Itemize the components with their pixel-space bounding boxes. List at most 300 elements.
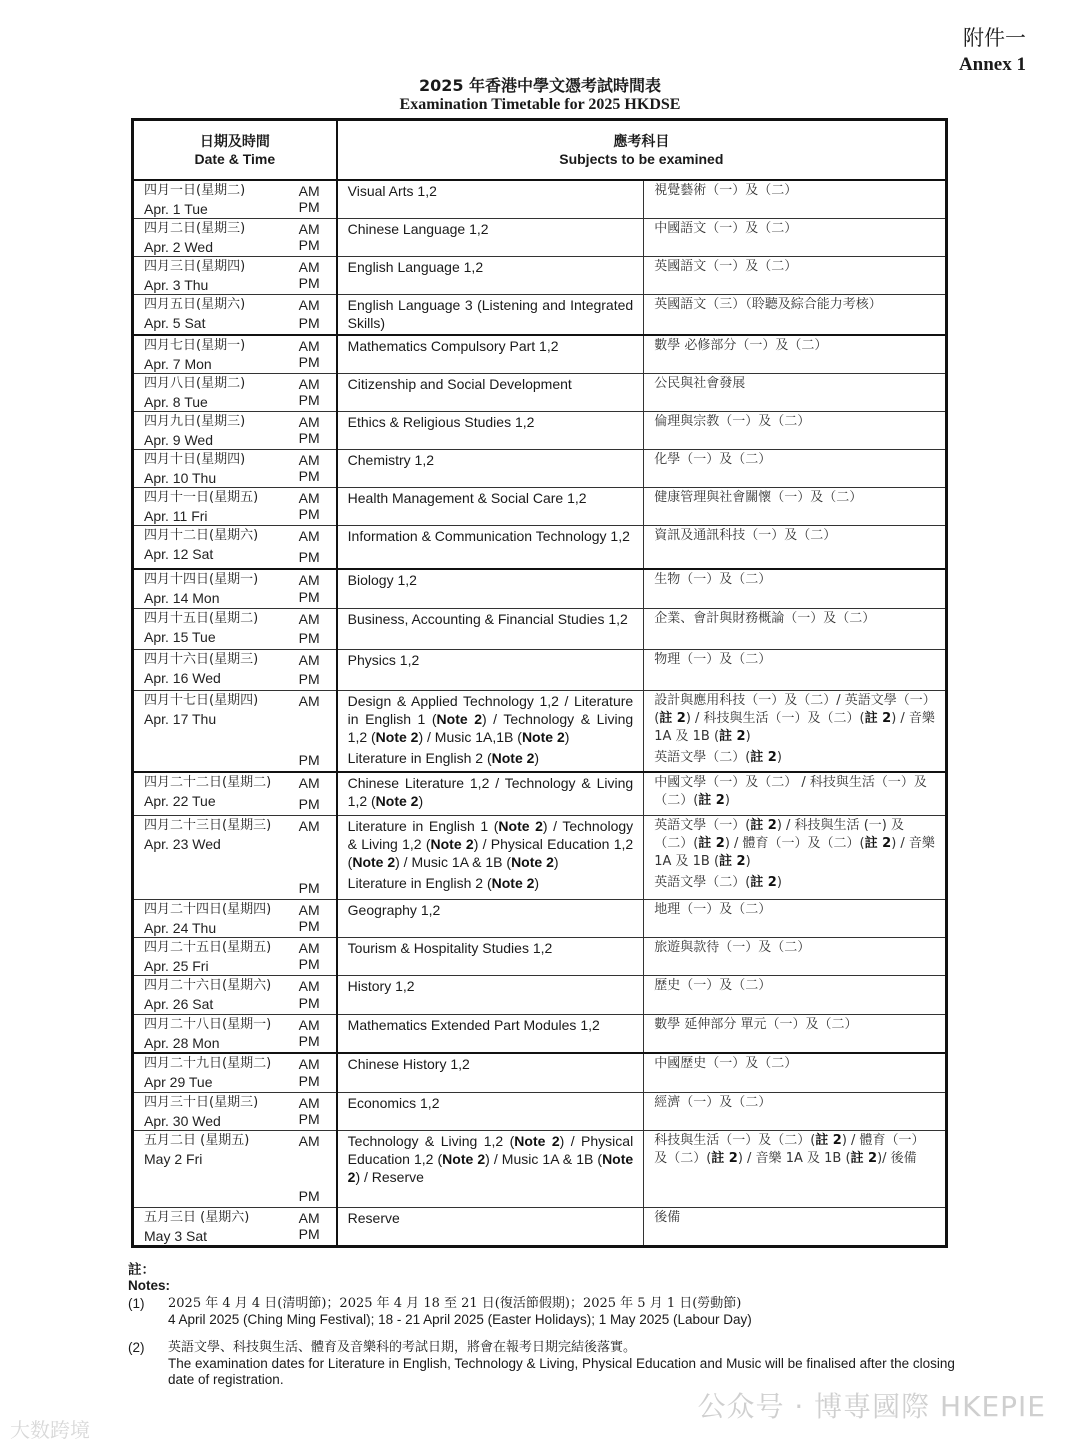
subject-en-pm [338, 873, 644, 894]
session-pm: PM [298, 1032, 320, 1049]
subject-zh: 中國語文（一）及（二） [654, 220, 798, 236]
subject-text: 設計與應用科技（一）及（二）/ 英語文學（一）( [654, 692, 930, 726]
date-en: Apr. 15 Tue [144, 628, 216, 645]
subject-zh-cell [644, 608, 947, 649]
table-row [133, 1053, 947, 1093]
subject-en-cell [337, 1208, 644, 1247]
note-ref: 註 2 [850, 1151, 878, 1166]
table-row [133, 1208, 947, 1247]
date-en: Apr. 17 Thu [144, 710, 217, 727]
session-am: AM [298, 692, 320, 709]
date-zh: 四月二十四日(星期四) [144, 901, 272, 917]
subject-text: Literature in English 1 ( [347, 817, 499, 834]
subject-zh: 企業、會計與財務概論（一）及（二） [654, 610, 876, 626]
table-row [133, 608, 947, 649]
session-pm: PM [298, 955, 320, 972]
session-pm: PM [298, 391, 320, 408]
session-am: AM [298, 651, 320, 668]
date-en: Apr. 9 Wed [144, 431, 214, 448]
subject-en-cell [337, 1131, 644, 1208]
note-ref: Note 2 [430, 835, 474, 852]
subject-zh [644, 691, 945, 748]
date-zh: 四月一日(星期二) [144, 182, 246, 198]
date-cell [133, 335, 337, 374]
date-cell [133, 608, 337, 649]
date-en: May 2 Fri [144, 1151, 203, 1167]
table-row [133, 815, 947, 899]
subject-zh [644, 773, 945, 812]
subject-zh-cell [644, 772, 947, 815]
table-row [133, 1014, 947, 1053]
subject-en-cell [337, 218, 644, 256]
date-cell [133, 1014, 337, 1053]
subject-en-cell [337, 487, 644, 525]
date-zh: 四月十四日(星期一) [144, 572, 259, 587]
session-am: AM [298, 901, 320, 918]
note-1 [128, 1296, 958, 1328]
subject-text: ) / Technology & Living 1,2 ( [347, 710, 634, 745]
session-pm: PM [298, 274, 320, 291]
subject-en: Chinese Language 1,2 [347, 220, 489, 237]
note-ref: 註 2 [750, 749, 777, 765]
subject-en-pm [338, 748, 644, 769]
subject-zh: 中國歷史（一）及（二） [654, 1055, 798, 1071]
note-ref: 註 2 [864, 835, 892, 851]
note-ref: 註 2 [719, 853, 746, 869]
header-date-zh: 日期及時間 [199, 132, 270, 149]
subject-en-cell [337, 899, 644, 937]
subject-text: ) / Music 1A,1B ( [418, 728, 522, 745]
note-ref: 註 2 [750, 874, 777, 890]
session-am: AM [298, 1133, 320, 1149]
session-pm: PM [298, 629, 320, 646]
notes-heading-en: Notes: [128, 1278, 171, 1293]
date-block [134, 816, 336, 853]
date-en: Apr. 2 Wed [144, 238, 214, 255]
note-ref: 註 2 [719, 728, 746, 744]
session-am: AM [298, 572, 320, 588]
subject-zh-cell [644, 180, 947, 219]
subject-zh-cell [644, 411, 947, 449]
subject-en: Citizenship and Social Development [347, 375, 572, 392]
note-2-en: The examination dates for Literature in English, Technology & Living, Physical Education and Music will be finalised after the closing date of registration. [168, 1356, 955, 1387]
subject-text: ) / 體育（一）及（二）( [654, 1133, 925, 1166]
session-am: AM [298, 220, 320, 237]
date-cell [133, 569, 337, 608]
subject-zh-cell [644, 449, 947, 487]
date-en: Apr 29 Tue [144, 1073, 213, 1090]
title-en: Examination Timetable for 2025 HKDSE [399, 96, 681, 113]
session-am: AM [298, 610, 320, 627]
subject-text: ) / Physical Education 1,2 ( [347, 1133, 634, 1167]
date-en: Apr. 30 Wed [144, 1113, 221, 1129]
date-en: Apr. 11 Fri [144, 507, 208, 524]
table-row [133, 1093, 947, 1131]
subject-en [338, 816, 644, 873]
subject-zh: 後備 [654, 1210, 681, 1225]
note-1-zh: 2025 年 4 月 4 日(清明節)；2025 年 4 月 18 至 21 日(復活節假期)；2025 年 5 月 1 日(勞動節) [168, 1296, 742, 1311]
date-en: Apr. 8 Tue [144, 393, 208, 410]
date-zh: 四月十七日(星期四) [144, 692, 259, 708]
session-pm: PM [298, 917, 320, 934]
date-cell [133, 1131, 337, 1208]
session-am: AM [298, 489, 320, 506]
subject-zh: 健康管理與社會關懷（一）及（二） [654, 489, 863, 505]
subject-zh: 經濟（一）及（二） [654, 1095, 772, 1110]
subject-text: ) / Music 1A & 1B ( [485, 1151, 603, 1167]
subject-en-cell [337, 690, 644, 772]
date-cell [133, 772, 337, 815]
note-ref: 註 2 [698, 793, 725, 808]
subject-en-cell [337, 937, 644, 975]
date-en: Apr. 28 Mon [144, 1034, 220, 1051]
note-2-zh: 英語文學、科技與生活、體育及音樂科的考試日期，將會在報考日期完結後落實。 [168, 1340, 637, 1355]
session-pm: PM [298, 879, 320, 896]
header-subjects [337, 120, 947, 180]
subject-text: ) [776, 874, 782, 890]
notes-heading-zh: 註： [128, 1262, 155, 1277]
subject-en: Biology 1,2 [347, 572, 417, 588]
subject-text: ) / Reserve [355, 1169, 424, 1185]
subject-text: Literature in English 2 ( [347, 874, 492, 891]
note-ref: Note 2 [375, 793, 419, 809]
subject-en [338, 1131, 644, 1188]
subject-en-cell [337, 373, 644, 411]
subject-zh-pm [644, 748, 945, 769]
note-ref: 註 2 [698, 835, 725, 851]
table-row [133, 569, 947, 608]
date-en: May 3 Sat [144, 1228, 208, 1244]
header-date-en: Date & Time [194, 150, 276, 167]
date-cell [133, 975, 337, 1014]
date-en: Apr. 26 Sat [144, 995, 214, 1012]
note-ref: Note 2 [491, 874, 535, 891]
subject-text: ) [724, 793, 730, 808]
subject-en-cell [337, 975, 644, 1014]
subject-en: Chemistry 1,2 [347, 451, 435, 468]
subject-text: ) / 科技與生活 (一) 及（二）( [654, 817, 904, 851]
date-block [134, 1131, 336, 1168]
annex-en: Annex 1 [958, 54, 1026, 75]
date-cell [133, 294, 337, 335]
header-subjects-en: Subjects to be examined [559, 150, 724, 167]
subject-text: 英語文學（二）( [654, 749, 751, 765]
date-zh: 四月二十八日(星期一) [144, 1016, 272, 1032]
subject-zh-cell [644, 373, 947, 411]
subject-zh: 歷史（一）及（二） [654, 977, 772, 993]
note-ref: Note 2 [514, 1133, 560, 1149]
date-zh: 四月二十六日(星期六) [144, 977, 272, 993]
annex-label [959, 22, 1026, 76]
session-am: AM [298, 527, 320, 544]
session-pm: PM [298, 588, 320, 605]
subject-text: ) [534, 749, 540, 766]
session-am: AM [298, 337, 320, 354]
subject-text: ) [776, 749, 782, 765]
date-zh: 四月三十日(星期三) [144, 1095, 259, 1110]
session-am: AM [298, 977, 320, 994]
session-pm: PM [298, 994, 320, 1011]
date-zh: 四月九日(星期三) [144, 413, 246, 429]
note-ref: Note 2 [352, 853, 396, 870]
subject-text: ) [418, 793, 424, 809]
subject-zh-cell [644, 649, 947, 690]
date-zh: 四月二十三日(星期三) [144, 817, 272, 833]
date-en: Apr. 1 Tue [144, 200, 208, 217]
subject-zh-cell [644, 525, 947, 569]
date-cell [133, 256, 337, 294]
session-pm: PM [298, 670, 320, 687]
subject-zh-cell [644, 1093, 947, 1131]
subject-text: ) / 音樂 1A 及 1B ( [737, 1151, 851, 1166]
subject-en: Economics 1,2 [347, 1095, 440, 1111]
session-am: AM [298, 451, 320, 468]
session-pm: PM [298, 429, 320, 446]
annex-zh: 附件一 [963, 26, 1026, 50]
subject-zh-pm [644, 873, 945, 894]
session-am: AM [298, 775, 320, 791]
subject-text: 英語文學（一）( [654, 817, 751, 833]
subject-zh: 視覺藝術（一）及（二） [654, 182, 798, 198]
date-cell [133, 449, 337, 487]
table-row [133, 180, 947, 219]
subject-text: ) / Music 1A & 1B ( [395, 853, 512, 870]
subject-zh-cell [644, 569, 947, 608]
subject-zh: 生物（一）及（二） [654, 572, 772, 587]
subject-en: History 1,2 [347, 977, 415, 994]
subject-en-cell [337, 815, 644, 899]
date-block [134, 691, 336, 728]
subject-zh-cell [644, 335, 947, 374]
note-ref: 註 2 [750, 817, 777, 833]
session-am: AM [298, 1016, 320, 1033]
table-row [133, 937, 947, 975]
subject-en: Physics 1,2 [347, 651, 420, 668]
session-pm: PM [298, 752, 320, 768]
subject-zh: 數學 延伸部分 單元（一）及（二） [654, 1016, 858, 1032]
subject-text: ) [564, 728, 570, 745]
subject-zh: 化學（一）及（二） [654, 451, 772, 467]
date-zh: 四月三日(星期四) [144, 258, 246, 274]
subject-en: Reserve [347, 1210, 400, 1226]
subject-zh [644, 816, 945, 873]
subject-zh-cell [644, 1014, 947, 1053]
subject-en: Mathematics Compulsory Part 1,2 [347, 337, 559, 354]
session-am: AM [298, 413, 320, 430]
table-row [133, 449, 947, 487]
table-row [133, 218, 947, 256]
subject-en-cell [337, 1093, 644, 1131]
subject-en-cell [337, 294, 644, 335]
date-zh: 五月二日 (星期五) [144, 1133, 250, 1148]
note-ref: Note 2 [491, 749, 535, 766]
table-row [133, 899, 947, 937]
note-ref: Note 2 [511, 853, 554, 870]
subject-en: English Language 1,2 [347, 258, 484, 275]
subject-en: Information & Communication Technology 1,2 [347, 527, 630, 544]
session-pm: PM [298, 236, 320, 253]
title-zh: 2025 年香港中學文憑考試時間表 [418, 76, 662, 95]
date-zh: 四月七日(星期一) [144, 337, 246, 353]
date-zh: 四月二十五日(星期五) [144, 939, 272, 955]
session-pm: PM [298, 1188, 320, 1204]
note-ref: Note 2 [375, 728, 419, 745]
subject-text: ) / 科技與生活（一）及（二）( [685, 710, 865, 726]
subject-en-cell [337, 411, 644, 449]
session-pm: PM [298, 314, 320, 331]
date-cell [133, 1093, 337, 1131]
note-2 [128, 1340, 958, 1388]
subject-text: Chinese Literature 1,2 / Technology & Living 1,2 ( [347, 775, 634, 809]
subject-en: Business, Accounting & Financial Studies 1,2 [347, 610, 628, 627]
subject-en: English Language 3 (Listening and Integrated Skills) [347, 296, 634, 331]
session-am: AM [298, 296, 320, 313]
note-ref: 註 2 [815, 1133, 842, 1148]
subject-text: Design & Applied Technology 1,2 / Literature in English 1 ( [347, 692, 634, 727]
note-ref: Note 2 [442, 1151, 486, 1167]
subject-en: Tourism & Hospitality Studies 1,2 [347, 939, 553, 956]
subject-en-cell [337, 649, 644, 690]
date-en: Apr. 10 Thu [144, 469, 217, 486]
subject-text: 科技與生活（一）及（二）( [654, 1133, 816, 1148]
table-row [133, 373, 947, 411]
date-cell [133, 815, 337, 899]
subject-text: ) [534, 874, 540, 891]
table-row [133, 975, 947, 1014]
subject-zh: 英國語文（三）（聆聽及綜合能力考核） [654, 296, 882, 312]
session-pm: PM [298, 1073, 320, 1089]
table-row [133, 335, 947, 374]
session-am: AM [298, 1095, 320, 1111]
subject-zh-cell [644, 1053, 947, 1093]
subject-text: ) / 體育（一）及（二）( [724, 835, 865, 851]
subject-text: ) [745, 853, 751, 869]
table-row [133, 411, 947, 449]
subject-zh: 公民與社會發展 [654, 375, 746, 391]
subject-zh-cell [644, 256, 947, 294]
subject-en: Geography 1,2 [347, 901, 441, 918]
note-1-en: 4 April 2025 (Ching Ming Festival); 18 - 21 April 2025 (Easter Holidays); 1 May 2025 (Labour Day) [168, 1312, 752, 1327]
subject-zh-cell [644, 937, 947, 975]
note-ref: Note 2 [347, 1151, 634, 1185]
session-pm: PM [298, 1111, 320, 1127]
session-pm: PM [298, 467, 320, 484]
table-row [133, 772, 947, 815]
watermark-corner: 大数跨境 [10, 1418, 90, 1442]
date-en: Apr. 3 Thu [144, 276, 209, 293]
header-date [133, 120, 337, 180]
subject-en-cell [337, 525, 644, 569]
session-am: AM [298, 817, 320, 834]
subject-zh-cell [644, 899, 947, 937]
date-cell [133, 649, 337, 690]
subject-en-cell [337, 256, 644, 294]
subject-en [338, 691, 644, 748]
subject-zh: 英國語文（一）及（二） [654, 258, 798, 274]
date-zh: 四月八日(星期二) [144, 375, 246, 391]
table-row [133, 649, 947, 690]
subject-zh: 倫理與宗教（一）及（二） [654, 413, 811, 429]
table-row [133, 294, 947, 335]
subject-zh: 資訊及通訊科技（一）及（二） [654, 527, 837, 543]
subject-en: Ethics & Religious Studies 1,2 [347, 413, 535, 430]
session-am: AM [298, 375, 320, 392]
subject-text: )/ 後備 [877, 1151, 917, 1166]
subject-text: ) / Physical Education 1,2 ( [347, 835, 634, 870]
note-ref: Note 2 [436, 710, 482, 727]
subject-text: 中國文學（一）及（二） / 科技與生活（一）及（二）( [654, 775, 927, 808]
session-pm: PM [298, 795, 320, 812]
date-zh: 四月十一日(星期五) [144, 489, 259, 505]
date-en: Apr. 7 Mon [144, 355, 212, 372]
date-zh: 四月十六日(星期三) [144, 651, 259, 667]
session-pm: PM [298, 549, 320, 565]
subject-en-cell [337, 772, 644, 815]
date-zh: 四月十二日(星期六) [144, 527, 259, 543]
session-pm: PM [298, 505, 320, 522]
subject-text: ) [553, 853, 559, 870]
table-row [133, 487, 947, 525]
session-am: AM [298, 939, 320, 956]
date-zh: 五月三日 (星期六) [144, 1210, 250, 1225]
note-ref: Note 2 [498, 817, 543, 834]
session-am: AM [298, 258, 320, 275]
date-zh: 四月五日(星期六) [144, 296, 246, 312]
subject-text: ) / 音樂 1A 及 1B ( [654, 835, 935, 869]
subject-zh-cell [644, 1131, 947, 1208]
note-ref: 註 2 [864, 710, 892, 726]
date-en: Apr. 14 Mon [144, 590, 220, 606]
subject-zh [644, 1131, 945, 1170]
subject-en: Visual Arts 1,2 [347, 182, 437, 199]
table-row [133, 1131, 947, 1208]
subject-en-cell [337, 569, 644, 608]
date-cell [133, 373, 337, 411]
subject-zh-cell [644, 294, 947, 335]
session-am: AM [298, 182, 320, 199]
note-ref: Note 2 [521, 728, 565, 745]
note-ref: 註 2 [659, 710, 686, 726]
subject-zh-cell [644, 975, 947, 1014]
subject-en: Mathematics Extended Part Modules 1,2 [347, 1016, 600, 1033]
header-subjects-zh: 應考科目 [613, 132, 670, 149]
page-title [0, 76, 1080, 114]
subject-zh-cell [644, 815, 947, 899]
session-pm: PM [298, 353, 320, 370]
subject-en-cell [337, 180, 644, 219]
date-zh: 四月二十九日(星期二) [144, 1055, 272, 1071]
subject-text: 英語文學（二）( [654, 874, 751, 890]
date-en: Apr. 16 Wed [144, 669, 221, 686]
date-cell [133, 937, 337, 975]
notes [128, 1262, 958, 1388]
date-cell [133, 1053, 337, 1093]
subject-en-cell [337, 1014, 644, 1053]
subject-en [338, 773, 644, 812]
subject-text: Literature in English 2 ( [347, 749, 492, 766]
date-cell [133, 411, 337, 449]
date-en: Apr. 5 Sat [144, 314, 206, 331]
date-cell [133, 218, 337, 256]
subject-en-cell [337, 1053, 644, 1093]
date-en: Apr. 24 Thu [144, 919, 217, 936]
subject-en-cell [337, 608, 644, 649]
subject-zh-cell [644, 690, 947, 772]
subject-zh: 數學 必修部分（一）及（二） [654, 337, 828, 353]
watermark: 公众号 · 博専國際 HKEPIE [697, 1390, 1046, 1423]
date-cell [133, 180, 337, 219]
note-2-number: (2) [128, 1340, 145, 1355]
